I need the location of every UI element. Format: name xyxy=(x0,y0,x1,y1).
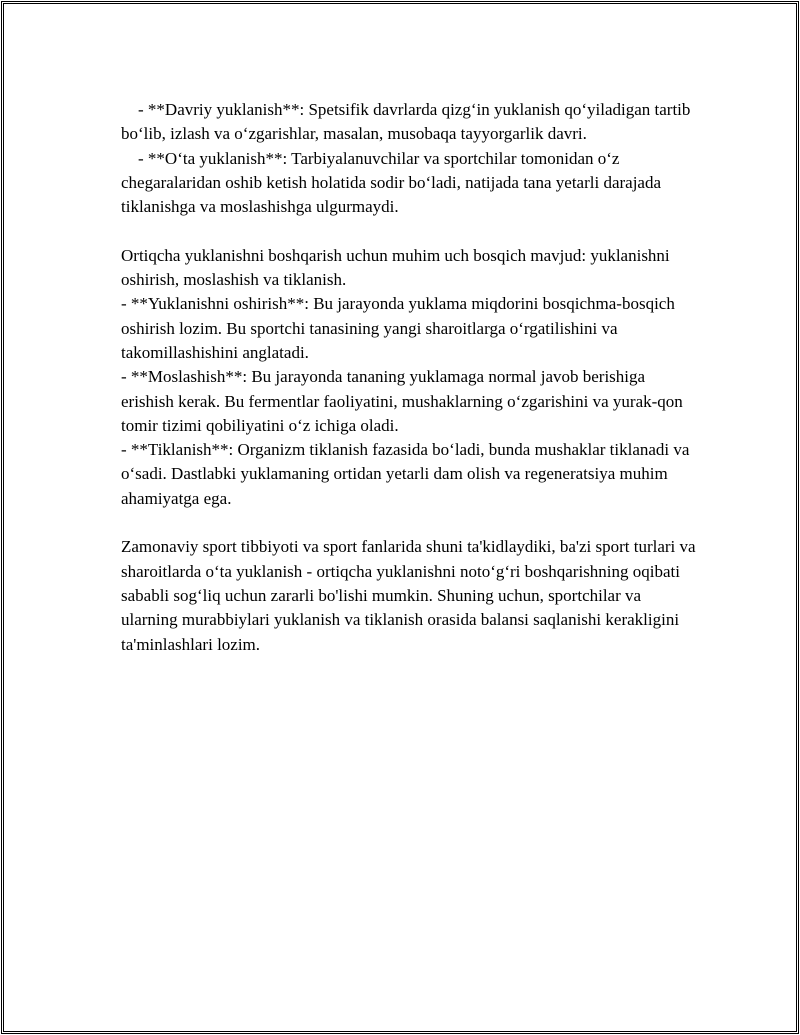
list-item-davriy-yuklanish: - **Davriy yuklanish**: Spetsifik davrlarda qizg‘in yuklanish qo‘yiladigan tartib bo‘lib, izlash va o‘zgarishlar, masalan, musobaqa tayyorgarlik davri. xyxy=(121,100,695,144)
list-item-yuklanishni-oshirish: - **Yuklanishni oshirish**: Bu jarayonda yuklama miqdorini bosqichma-bosqich oshirish lozim. Bu sportchi tanasining yangi sharoitlarga o‘rgatilishini va takomillashishini anglatadi. xyxy=(121,294,680,362)
document-body xyxy=(121,98,701,657)
list-item-ota-yuklanish: - **O‘ta yuklanish**: Tarbiyalanuvchilar va sportchilar tomonidan o‘z chegaralaridan oshib ketish holatida sodir bo‘ladi, natijada tana yetarli darajada tiklanishga va moslashishga ulgurmaydi. xyxy=(121,148,666,217)
paragraph-conclusion: Zamonaviy sport tibbiyoti va sport fanlarida shuni ta'kidlaydiki, ba'zi sport turlari va sharoitlarda o‘ta yuklanish - ortiqcha yuklanishni noto‘g‘ri boshqarishning oqibati sababli sog‘liq uchun zararli bo'lishi mumkin. Shuning uchun, sportchilar va ularning murabbiylari yuklanish va tiklanish orasida balansi saqlanishi kerakligini ta'minlashlari lozim. xyxy=(121,537,700,654)
paragraph-gap xyxy=(121,219,701,243)
list-item-tiklanish: - **Tiklanish**: Organizm tiklanish fazasida bo‘ladi, bunda mushaklar tiklanadi va o‘sadi. Dastlabki yuklamaning ortidan yetarli dam olish va regeneratsiya muhim ahamiyatga ega. xyxy=(121,440,694,508)
list-item-moslashish: - **Moslashish**: Bu jarayonda tananing yuklamaga normal javob berishiga erishish kerak. Bu fermentlar faoliyatini, mushaklarning o‘zgarishini va yurak-qon tomir tizimi qobiliyatini o‘z ichiga oladi. xyxy=(121,367,688,435)
page-frame xyxy=(1,1,799,1034)
paragraph-intro-stages: Ortiqcha yuklanishni boshqarish uchun muhim uch bosqich mavjud: yuklanishni oshirish, moslashish va tiklanish. xyxy=(121,245,674,290)
paragraph-gap xyxy=(121,511,701,535)
